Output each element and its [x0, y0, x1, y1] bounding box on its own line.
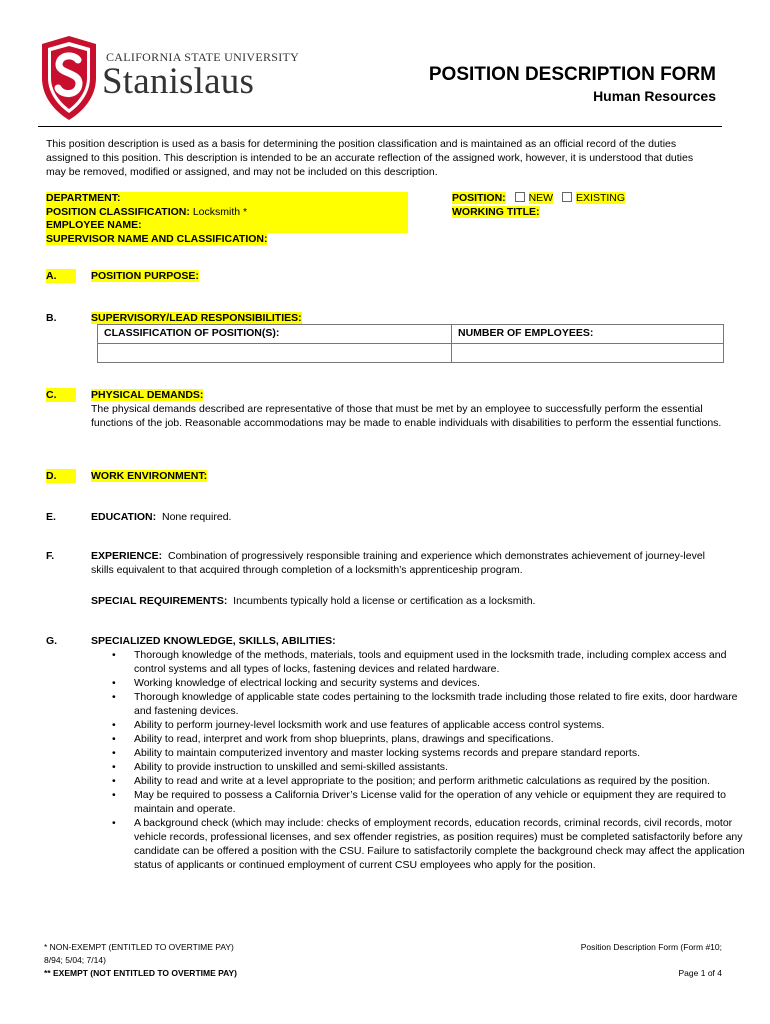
supervisory-heading[interactable]: SUPERVISORY/LEAD RESPONSIBILITIES: [91, 312, 302, 324]
form-title: POSITION DESCRIPTION FORM [428, 64, 716, 85]
footnote-nonexempt: * NON-EXEMPT (ENTITLED TO OVERTIME PAY) [44, 942, 234, 952]
working-title-label[interactable]: WORKING TITLE: [452, 205, 540, 218]
list-item: • May be required to possess a California Driver’s License valid for the operation of any vehicle or equipment they are required to maintain and operate. [112, 789, 727, 815]
position-purpose-heading[interactable]: POSITION PURPOSE: [91, 270, 199, 282]
experience-heading: EXPERIENCE: [91, 550, 163, 562]
classification-row[interactable] [46, 206, 408, 220]
classification-column-header: CLASSIFICATION OF POSITION(S): [98, 325, 452, 344]
bullet-icon: • [112, 649, 116, 661]
section-letter: E. [46, 511, 56, 523]
list-item: • Working knowledge of electrical locking and security systems and devices. [112, 677, 480, 689]
footnote-exempt: ** EXEMPT (NOT ENTITLED TO OVERTIME PAY) [44, 968, 238, 978]
list-item: • Ability to read, interpret and work from shop blueprints, plans, drawings and specifications. [112, 733, 554, 745]
bullet-icon: • [112, 775, 116, 787]
campus-name: Stanislaus [102, 61, 255, 102]
skills-heading: SPECIALIZED KNOWLEDGE, SKILLS, ABILITIES: [91, 635, 336, 647]
existing-label: EXISTING [576, 192, 626, 204]
csu-shield-icon [38, 34, 100, 122]
header-divider [38, 126, 722, 127]
education-heading: EDUCATION: [91, 511, 157, 523]
university-name: CALIFORNIA STATE UNIVERSITY [106, 50, 300, 64]
bullet-icon: • [112, 761, 116, 773]
bullet-icon: • [112, 789, 116, 801]
section-letter: D. [46, 469, 76, 483]
bullet-icon: • [112, 733, 116, 745]
employees-cell[interactable] [452, 344, 724, 363]
page-number: Page 1 of 4 [678, 968, 722, 978]
department-label[interactable]: DEPARTMENT: [46, 192, 408, 206]
form-reference: Position Description Form (Form #10; [580, 942, 722, 952]
university-logo [38, 34, 298, 124]
physical-demands-text: The physical demands described are representative of those that must be met by an employee to successfully perform the essential functions of the job. Reasonable accommodations may be made to enable individuals with disabilities to perform the essential functions. [91, 403, 722, 429]
supervisory-table [97, 324, 724, 363]
department-fields [46, 192, 408, 246]
section-letter: C. [46, 388, 76, 402]
list-item: • A background check (which may include: checks of employment records, education records, criminal records, civil records, motor vehicle records, professional licenses, and sex offender registries, as position requires) must be completed satisfactorily before any candidate can be offered a position with the CSU. Failure to satisfactorily complete the background check may affect the application status of applicants or continued employment of current CSU employees who apply for the position. [112, 817, 745, 871]
footnote-revisions: 8/94; 5/04; 7/14) [44, 955, 106, 965]
bullet-icon: • [112, 677, 116, 689]
position-fields [452, 192, 625, 219]
list-item: • Ability to perform journey-level locksmith work and use features of applicable access control systems. [112, 719, 605, 731]
physical-demands-heading[interactable]: PHYSICAL DEMANDS: [91, 389, 204, 401]
list-item: • Ability to read and write at a level appropriate to the position; and perform arithmetic calculations as required by the position. [112, 775, 711, 787]
classification-label: POSITION CLASSIFICATION: [46, 205, 190, 218]
section-letter: B. [46, 312, 57, 324]
new-label: NEW [528, 192, 554, 204]
position-row [452, 192, 625, 206]
section-letter: A. [46, 269, 76, 283]
experience-text: Combination of progressively responsible training and experience which demonstrates achievement of journey-level skills equivalent to that acquired through completion of a locksmith’s apprenticeship program. [91, 550, 705, 576]
bullet-icon: • [112, 691, 116, 703]
existing-checkbox[interactable] [562, 192, 572, 202]
education-text: None required. [161, 511, 232, 523]
bullet-icon: • [112, 719, 116, 731]
section-letter: G. [46, 635, 58, 647]
new-checkbox[interactable] [515, 192, 525, 202]
employees-column-header: NUMBER OF EMPLOYEES: [452, 325, 724, 344]
form-subtitle: Human Resources [593, 88, 716, 104]
bullet-icon: • [112, 817, 116, 829]
list-item: • Ability to maintain computerized inventory and master locking systems records and prepare standard reports. [112, 747, 640, 759]
supervisor-label[interactable]: SUPERVISOR NAME AND CLASSIFICATION: [46, 232, 268, 245]
special-requirements-heading: SPECIAL REQUIREMENTS: [91, 595, 228, 607]
position-label: POSITION: [452, 192, 506, 204]
special-requirements-text: Incumbents typically hold a license or certification as a locksmith. [233, 595, 536, 607]
classification-cell[interactable] [98, 344, 452, 363]
list-item: • Thorough knowledge of applicable state codes pertaining to the locksmith trade including those related to fire exits, door hardware and fastening devices. [112, 691, 738, 717]
employee-name-label[interactable]: EMPLOYEE NAME: [46, 219, 408, 233]
intro-paragraph: This position description is used as a basis for determining the position classification and is maintained as an official record of the duties assigned to this position. This description is intended to be an accurate reflection of the assigned work, however, it is understood that duties may be removed, modified or assigned, and may not be included on this description. [46, 138, 694, 178]
section-letter: F. [46, 550, 55, 562]
classification-value: Locksmith * [192, 205, 248, 218]
list-item: • Ability to provide instruction to unskilled and semi-skilled assistants. [112, 761, 448, 773]
bullet-icon: • [112, 747, 116, 759]
list-item: • Thorough knowledge of the methods, materials, tools and equipment used in the locksmith trade, including complex access and control systems and all types of locks, fastening devices and related hardware. [112, 649, 727, 675]
skills-list [112, 648, 747, 872]
work-environment-heading[interactable]: WORK ENVIRONMENT: [91, 470, 208, 482]
